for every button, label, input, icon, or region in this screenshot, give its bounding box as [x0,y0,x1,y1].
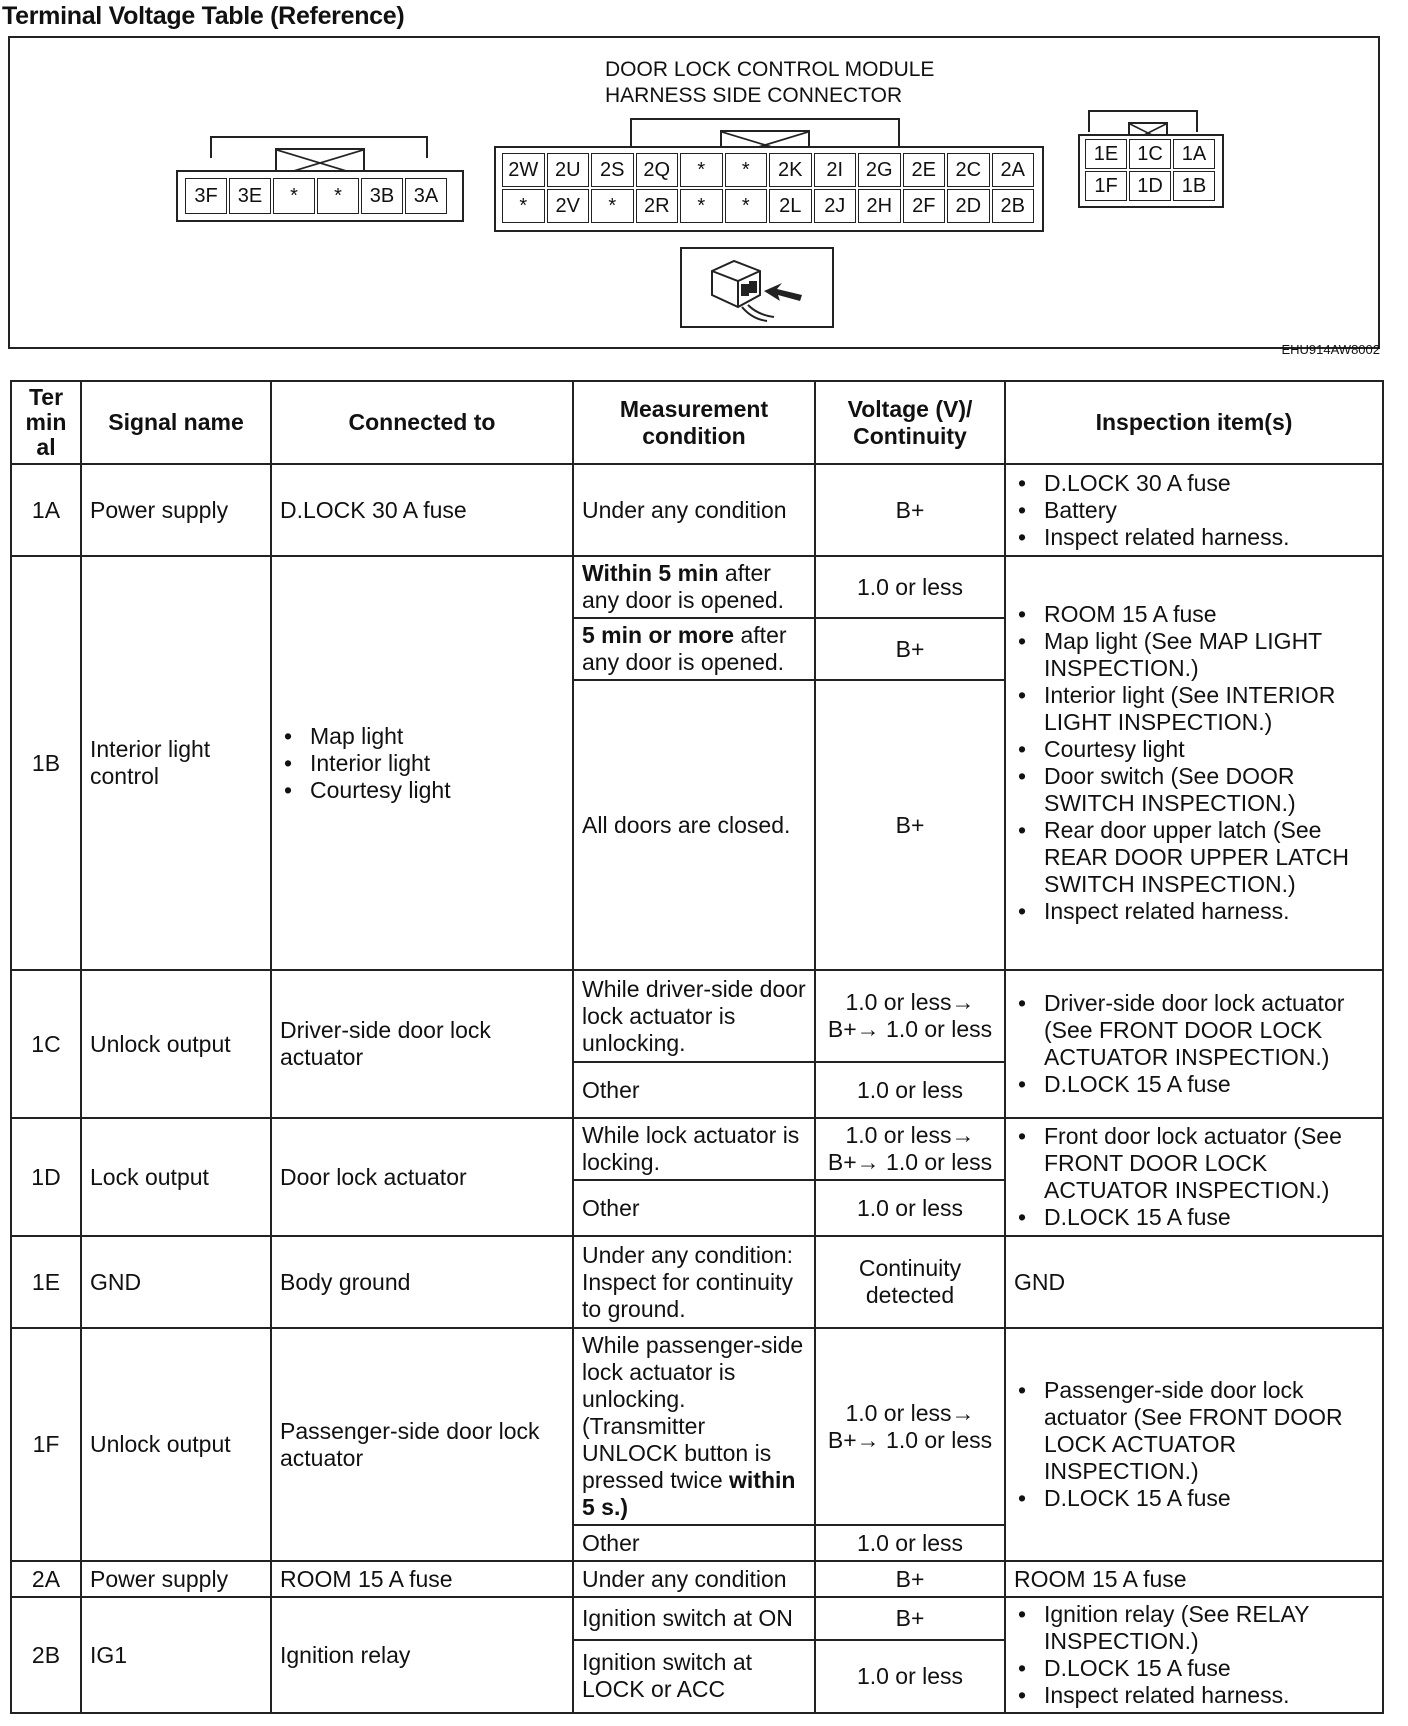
connected-cell: Body ground [271,1236,573,1328]
connector2-pin: 2G [858,153,901,187]
signal-cell: Power supply [81,1561,271,1597]
voltage-cell: Continuity detected [815,1236,1005,1328]
figure-code: EHU914AW8002 [1281,342,1380,357]
connected-cell: Door lock actuator [271,1118,573,1236]
condition-cell: Ignition switch at ON [573,1597,815,1640]
voltage-cell: 1.0 or less [815,1062,1005,1118]
condition-cell: Ignition switch at LOCK or ACC [573,1640,815,1713]
connector1-pin: 1B [1173,171,1215,201]
list-item: • D.LOCK 15 A fuse [1044,1204,1374,1231]
connector3-pin: * [317,178,359,214]
condition-cell: Other [573,1525,815,1561]
condition-cell: Under any condition: Inspect for continuity to ground. [573,1236,815,1328]
table-row [11,970,1383,1062]
inspection-cell [1005,1597,1383,1713]
voltage-cell: 1.0 or less→ B+→ 1.0 or less [815,1118,1005,1180]
condition-cell: Other [573,1062,815,1118]
list-item: • Courtesy light [310,777,564,804]
connected-cell: ROOM 15 A fuse [271,1561,573,1597]
header-connected-to: Connected to [271,381,573,464]
connector3-pin: 3E [229,178,271,214]
connector2-pin: 2Q [636,153,679,187]
table-row [11,1118,1383,1180]
connector2-pins [501,152,1035,224]
connector2-pin: 2F [903,189,946,223]
list-item: • Map light (See MAP LIGHT INSPECTION.) [1044,628,1374,682]
terminal-cell: 1B [11,556,81,970]
inspection-cell [1005,1328,1383,1561]
list-item: • D.LOCK 30 A fuse [1044,470,1374,497]
condition-cell: All doors are closed. [573,680,815,970]
connected-cell: D.LOCK 30 A fuse [271,464,573,556]
table-row [11,464,1383,556]
connector2-pin: 2B [992,189,1035,223]
signal-cell: Lock output [81,1118,271,1236]
voltage-cell: 1.0 or less [815,556,1005,618]
connector2-pin: 2K [769,153,812,187]
terminal-cell: 1D [11,1118,81,1236]
list-item: • Interior light [310,750,564,777]
connector2-pin: 2L [769,189,812,223]
list-item: • Rear door upper latch (See REAR DOOR UPPER LATCH SWITCH INSPECTION.) [1044,817,1374,898]
connector2-pin: 2J [814,189,857,223]
connector2-pin: 2E [903,153,946,187]
voltage-cell: 1.0 or less [815,1640,1005,1713]
connector3-pin: * [273,178,315,214]
header-inspection: Inspection item(s) [1005,381,1383,464]
signal-cell: GND [81,1236,271,1328]
list-item: • Passenger-side door lock actuator (See FRONT DOOR LOCK ACTUATOR INSPECTION.) [1044,1377,1374,1485]
terminal-cell: 1E [11,1236,81,1328]
signal-cell: Unlock output [81,1328,271,1561]
terminal-cell: 2B [11,1597,81,1713]
page-title: Terminal Voltage Table (Reference) [2,2,405,30]
signal-cell: Unlock output [81,970,271,1118]
terminal-voltage-table [10,380,1384,1714]
voltage-cell: 1.0 or less→ B+→ 1.0 or less [815,1328,1005,1525]
voltage-cell: B+ [815,618,1005,680]
voltage-cell: B+ [815,464,1005,556]
header-measurement-condition: Measurement condition [573,381,815,464]
condition-cell: Other [573,1180,815,1236]
voltage-cell: 1.0 or less→ B+→ 1.0 or less [815,970,1005,1062]
signal-cell: IG1 [81,1597,271,1713]
connector1-pin: 1D [1129,171,1171,201]
connector2-pin: * [725,189,768,223]
probe-icon [680,247,834,328]
list-item: • D.LOCK 15 A fuse [1044,1485,1374,1512]
connector2-pin: 2D [947,189,990,223]
connector2-pin: 2A [992,153,1035,187]
connected-cell: Passenger-side door lock actuator [271,1328,573,1561]
table-row [11,1561,1383,1597]
connector-title-line2: HARNESS SIDE CONNECTOR [605,84,903,107]
condition-cell: Under any condition [573,464,815,556]
list-item: • D.LOCK 15 A fuse [1044,1655,1374,1682]
connector1-pin: 1C [1129,139,1171,169]
terminal-cell: 1F [11,1328,81,1561]
list-item: • ROOM 15 A fuse [1044,601,1374,628]
condition-cell: While lock actuator is locking. [573,1118,815,1180]
condition-cell: Under any condition [573,1561,815,1597]
connector2-pin: 2U [547,153,590,187]
connector2-pin: * [680,153,723,187]
table-row [11,556,1383,618]
list-item: • Inspect related harness. [1044,898,1374,925]
connector-title [605,57,934,109]
connected-cell [271,556,573,970]
condition-cell: Within 5 min after any door is opened. [573,556,815,618]
connector2-pin: 2H [858,189,901,223]
connected-cell: Driver-side door lock actuator [271,970,573,1118]
connector3-pin: 3B [361,178,403,214]
connected-cell: Ignition relay [271,1597,573,1713]
table-row [11,1328,1383,1525]
table-header-row [11,381,1383,464]
terminal-cell: 1A [11,464,81,556]
terminal-cell: 1C [11,970,81,1118]
signal-cell: Interior light control [81,556,271,970]
voltage-cell: B+ [815,1597,1005,1640]
list-item: • Inspect related harness. [1044,1682,1374,1709]
connector2-pin: 2R [636,189,679,223]
list-item: • Door switch (See DOOR SWITCH INSPECTION.) [1044,763,1374,817]
list-item: • Battery [1044,497,1374,524]
connector2-pin: * [725,153,768,187]
list-item: • Driver-side door lock actuator (See FRONT DOOR LOCK ACTUATOR INSPECTION.) [1044,990,1374,1071]
header-voltage: Voltage (V)/ Continuity [815,381,1005,464]
condition-cell: While driver-side door lock actuator is unlocking. [573,970,815,1062]
connector2-pin: 2S [591,153,634,187]
list-item: • Interior light (See INTERIOR LIGHT INSPECTION.) [1044,682,1374,736]
voltage-cell: B+ [815,1561,1005,1597]
inspection-cell [1005,464,1383,556]
inspection-cell: GND [1005,1236,1383,1328]
table-row [11,1597,1383,1640]
list-item: • Ignition relay (See RELAY INSPECTION.) [1044,1601,1374,1655]
connector-diagram [8,36,1380,349]
connector3-pin: 3A [405,178,447,214]
connector-title-line1: DOOR LOCK CONTROL MODULE [605,58,935,81]
connector1-pin: 1F [1085,171,1127,201]
connector2-pin: 2I [814,153,857,187]
inspection-cell [1005,556,1383,970]
voltage-cell: 1.0 or less [815,1180,1005,1236]
list-item: • D.LOCK 15 A fuse [1044,1071,1374,1098]
table-row [11,1236,1383,1328]
list-item: • Map light [310,723,564,750]
inspection-cell [1005,1118,1383,1236]
connector2-pin: * [502,189,545,223]
list-item: • Inspect related harness. [1044,524,1374,551]
connector2-pin: 2V [547,189,590,223]
header-signal-name: Signal name [81,381,271,464]
connector2-pin: 2W [502,153,545,187]
list-item: • Front door lock actuator (See FRONT DOOR LOCK ACTUATOR INSPECTION.) [1044,1123,1374,1204]
voltage-cell: 1.0 or less [815,1525,1005,1561]
inspection-cell [1005,970,1383,1118]
header-terminal: Ter min al [11,381,81,464]
condition-cell: While passenger-side lock actuator is unlocking. (Transmitter UNLOCK button is pressed twice within 5 s.) [573,1328,815,1525]
condition-cell: 5 min or more after any door is opened. [573,618,815,680]
connector1-pins [1084,138,1216,202]
connector2-pin: * [591,189,634,223]
signal-cell: Power supply [81,464,271,556]
connector3-pin: 3F [185,178,227,214]
voltage-cell: B+ [815,680,1005,970]
inspection-cell: ROOM 15 A fuse [1005,1561,1383,1597]
list-item: • Courtesy light [1044,736,1374,763]
connector2-pin: 2C [947,153,990,187]
connector1-pin: 1E [1085,139,1127,169]
terminal-cell: 2A [11,1561,81,1597]
connector2-pin: * [680,189,723,223]
connector1-pin: 1A [1173,139,1215,169]
connector3-pins [184,177,448,215]
